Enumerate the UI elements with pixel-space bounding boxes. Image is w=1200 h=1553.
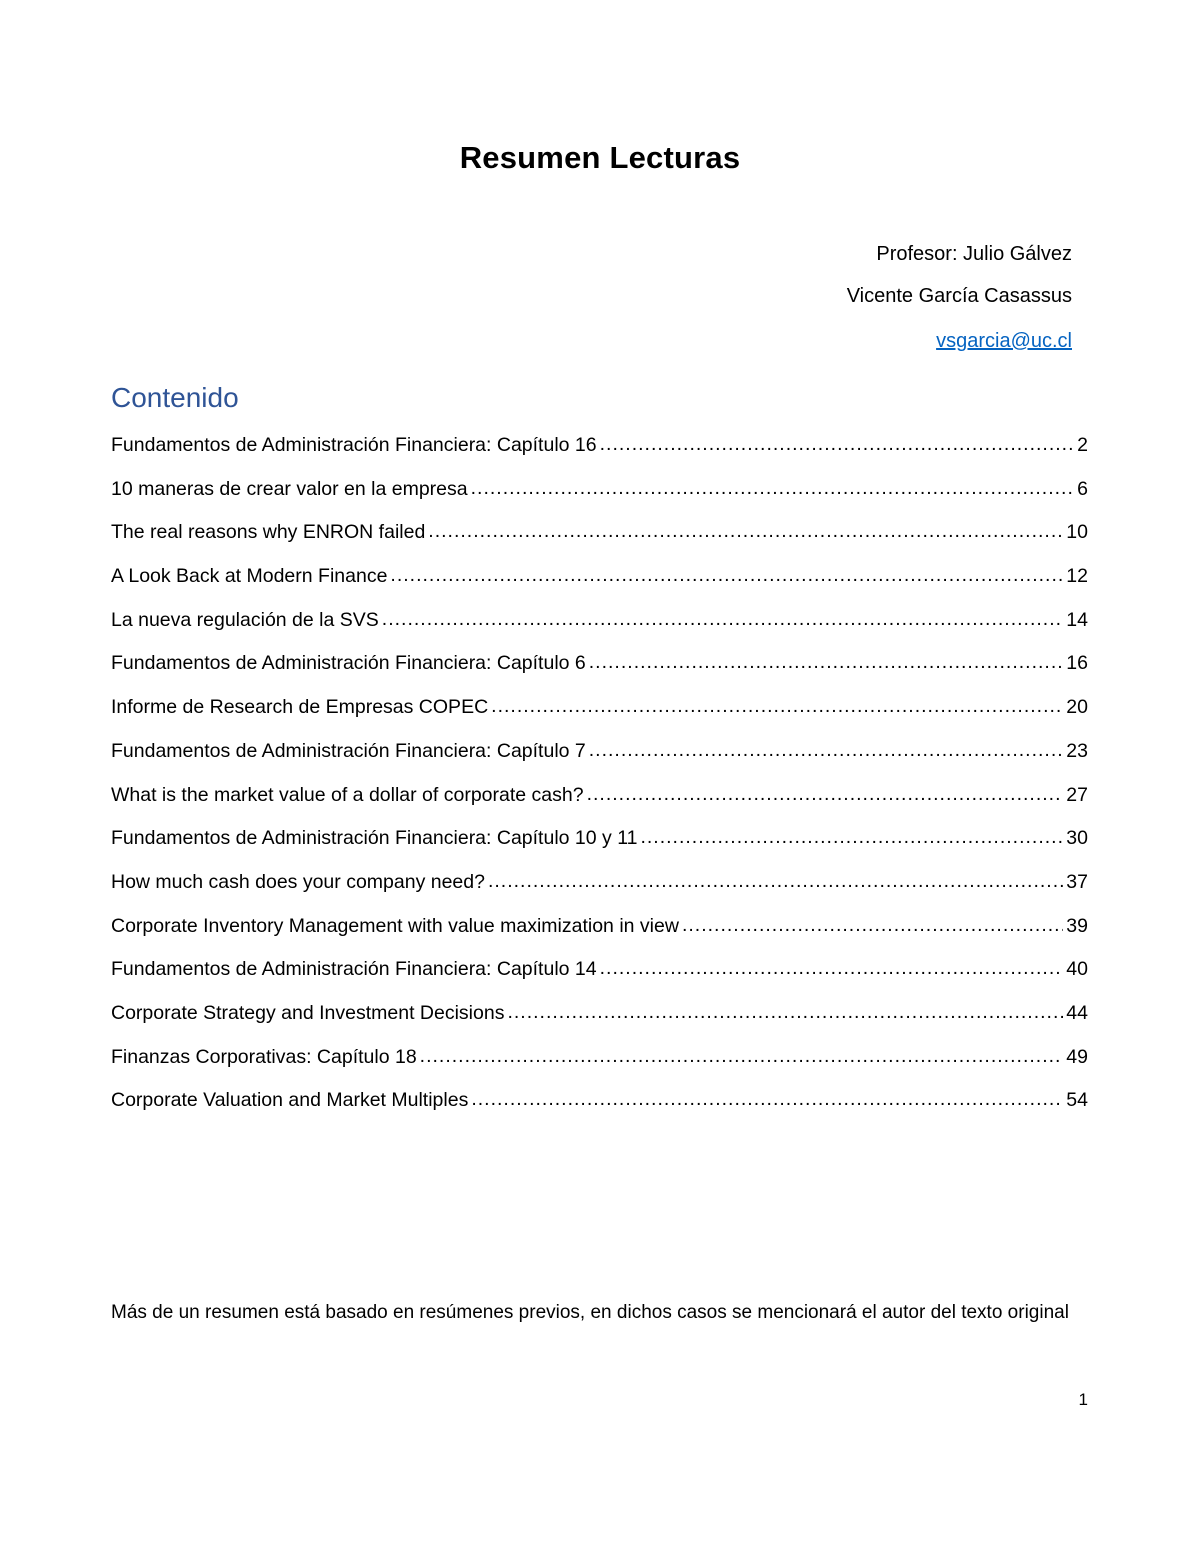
toc-entry[interactable] (111, 1089, 1088, 1133)
toc-entry-title: Informe de Research de Empresas COPEC (111, 696, 489, 719)
toc-dot-leader (471, 477, 1075, 500)
toc-entry-page: 39 (1066, 914, 1088, 937)
toc-entry-title: The real reasons why ENRON failed (111, 521, 426, 544)
toc-entry-title: Corporate Inventory Management with value maximization in view (111, 914, 679, 937)
toc-entry[interactable] (111, 696, 1088, 740)
toc-dot-leader (587, 783, 1064, 806)
toc-entry-page: 44 (1066, 1001, 1088, 1024)
toc-dot-leader (428, 520, 1063, 543)
toc-dot-leader (390, 564, 1063, 587)
toc-entry-page: 16 (1066, 652, 1088, 675)
page-number: 1 (1078, 1390, 1088, 1409)
toc-dot-leader (640, 826, 1063, 849)
toc-entry[interactable] (111, 784, 1088, 828)
toc-entry-page: 10 (1066, 521, 1088, 544)
toc-entry[interactable] (111, 1002, 1088, 1046)
author-name: Vicente García Casassus (846, 285, 1072, 307)
toc-entry[interactable] (111, 740, 1088, 784)
toc-entry-title: Fundamentos de Administración Financiera: Capítulo 6 (111, 652, 586, 675)
toc-dot-leader (507, 1001, 1063, 1024)
toc-dot-leader (471, 1088, 1063, 1111)
toc-dot-leader (589, 651, 1064, 674)
toc-dot-leader (589, 739, 1064, 762)
toc-entry[interactable] (111, 434, 1088, 478)
toc-entry-page: 27 (1066, 783, 1088, 806)
toc-entry[interactable] (111, 1046, 1088, 1090)
toc-entry[interactable] (111, 609, 1088, 653)
professor-name: Profesor: Julio Gálvez (876, 243, 1072, 265)
toc-entry-page: 37 (1066, 870, 1088, 893)
toc-entry-title: La nueva regulación de la SVS (111, 608, 379, 631)
author-email-link[interactable]: vsgarcia@uc.cl (936, 330, 1072, 352)
document-title: Resumen Lecturas (459, 140, 741, 175)
toc-dot-leader (600, 957, 1064, 980)
toc-entry[interactable] (111, 652, 1088, 696)
toc-dot-leader (491, 695, 1063, 718)
toc-entry[interactable] (111, 871, 1088, 915)
toc-entry-page: 12 (1066, 565, 1088, 588)
toc-entry-page: 30 (1066, 827, 1088, 850)
toc-entry-page: 20 (1066, 696, 1088, 719)
toc-entry[interactable] (111, 521, 1088, 565)
toc-entry-page: 40 (1066, 958, 1088, 981)
toc-entry[interactable] (111, 827, 1088, 871)
toc-dot-leader (420, 1045, 1064, 1068)
toc-heading: Contenido (111, 382, 239, 413)
toc-entry-title: Corporate Strategy and Investment Decisions (111, 1001, 505, 1024)
toc-entry-page: 2 (1077, 434, 1088, 456)
toc-entry[interactable] (111, 565, 1088, 609)
toc-entry-title: A Look Back at Modern Finance (111, 565, 388, 588)
toc-dot-leader (488, 870, 1063, 893)
toc-entry-title: Fundamentos de Administración Financiera: Capítulo 16 (111, 434, 597, 456)
footnote: Más de un resumen está basado en resúmenes previos, en dichos casos se mencionará el autor del texto original (111, 1302, 1069, 1323)
toc-entry-title: Fundamentos de Administración Financiera: Capítulo 10 y 11 (111, 827, 638, 850)
toc-entry-title: Corporate Valuation and Market Multiples (111, 1089, 469, 1112)
toc-entry-title: Fundamentos de Administración Financiera: Capítulo 14 (111, 958, 597, 981)
toc-entry[interactable] (111, 915, 1088, 959)
toc-entry-page: 23 (1066, 739, 1088, 762)
toc-dot-leader (682, 914, 1063, 937)
toc-entry-title: Fundamentos de Administración Financiera: Capítulo 7 (111, 739, 586, 762)
table-of-contents (111, 434, 1088, 1133)
toc-entry-page: 54 (1066, 1089, 1088, 1112)
toc-dot-leader (600, 433, 1075, 456)
toc-entry[interactable] (111, 958, 1088, 1002)
toc-entry[interactable] (111, 478, 1088, 522)
toc-entry-title: How much cash does your company need? (111, 870, 485, 893)
toc-entry-page: 14 (1066, 608, 1088, 631)
toc-entry-page: 6 (1077, 477, 1088, 500)
toc-entry-page: 49 (1066, 1045, 1088, 1068)
toc-dot-leader (382, 608, 1064, 631)
toc-entry-title: 10 maneras de crear valor en la empresa (111, 477, 468, 500)
toc-entry-title: Finanzas Corporativas: Capítulo 18 (111, 1045, 417, 1068)
toc-entry-title: What is the market value of a dollar of corporate cash? (111, 783, 584, 806)
